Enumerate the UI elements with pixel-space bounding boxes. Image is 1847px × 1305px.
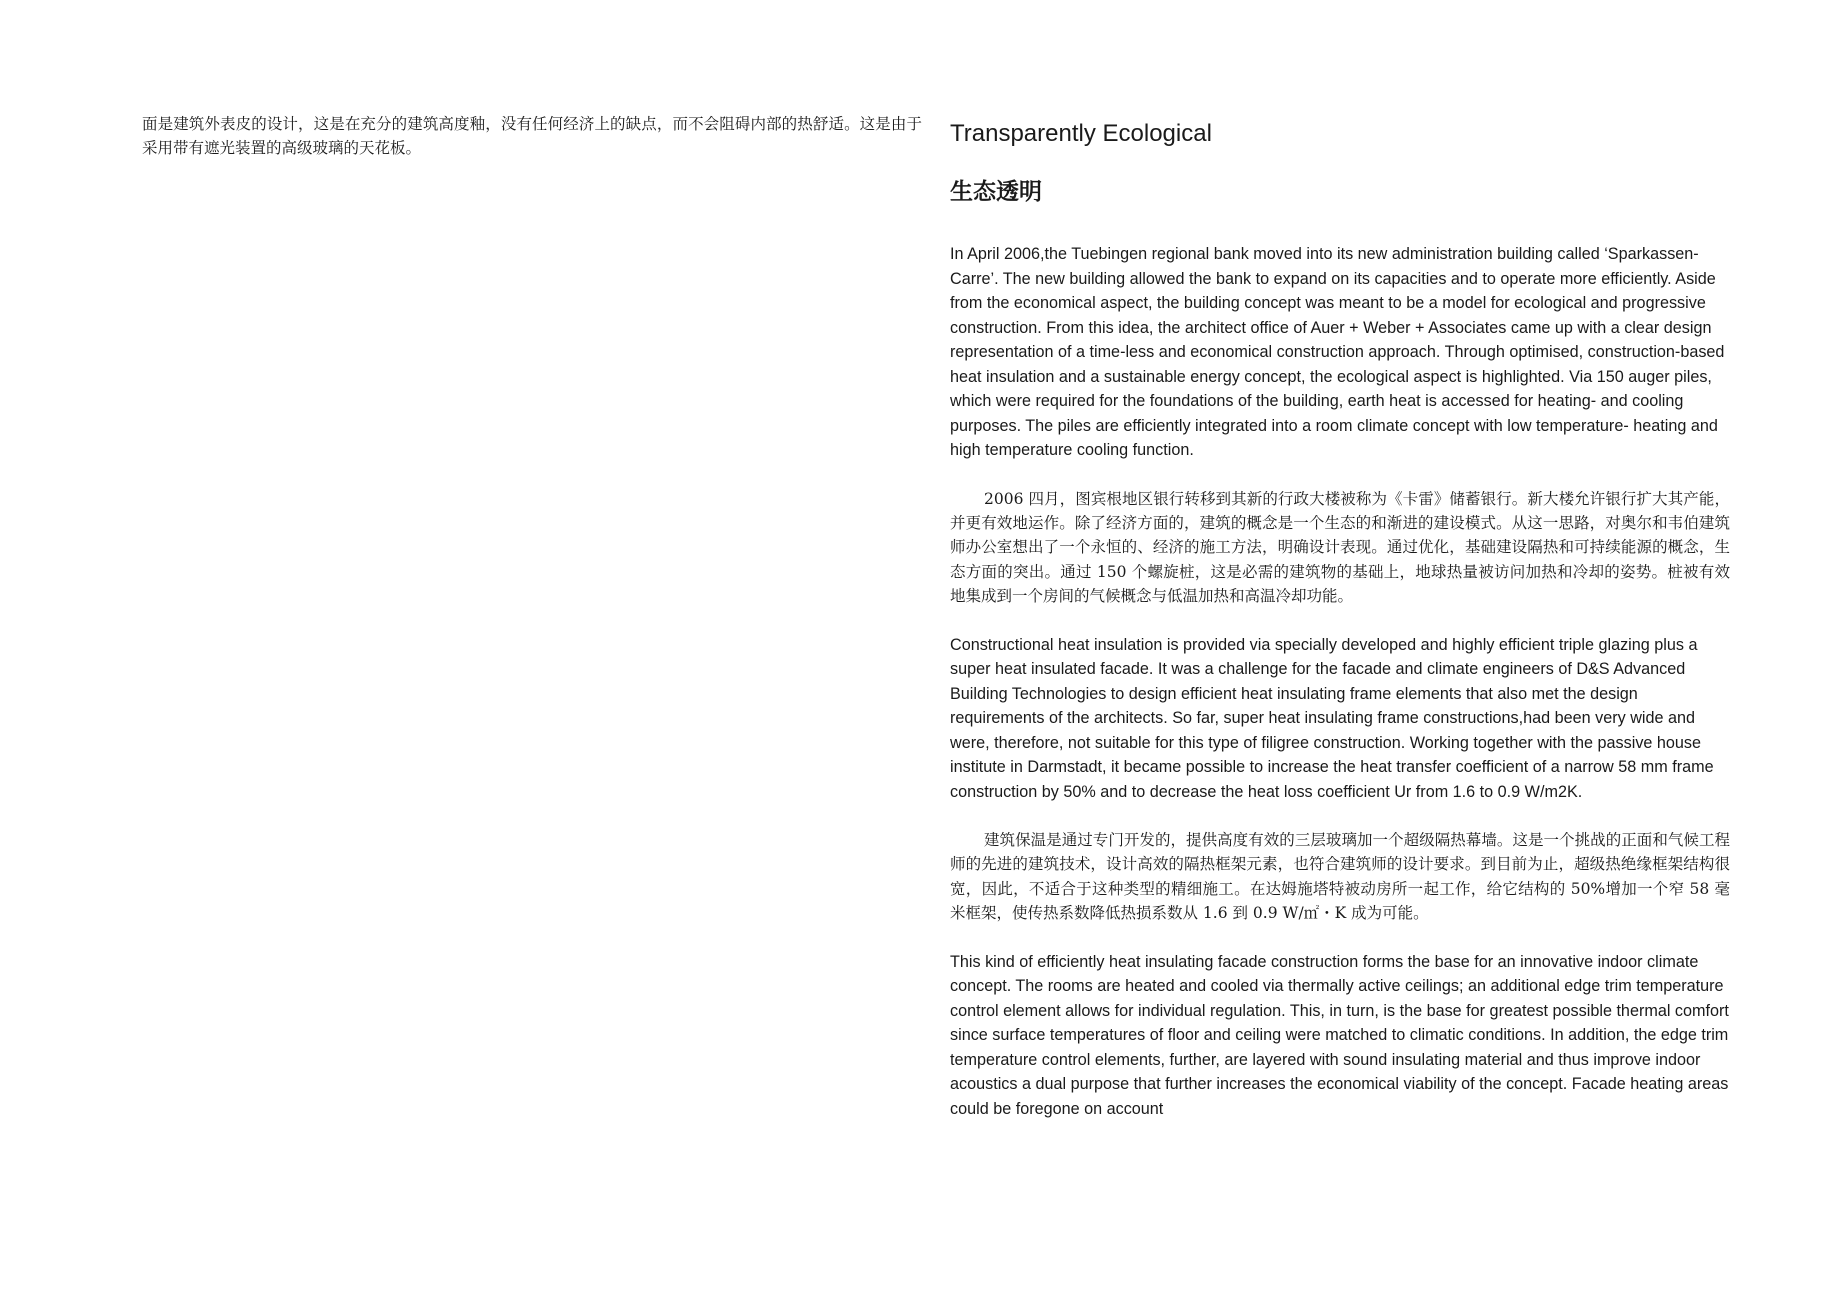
left-paragraph-zh: 面是建筑外表皮的设计，这是在充分的建筑高度釉，没有任何经济上的缺点，而不会阻碍内部的热舒适。这是由于采用带有遮光装置的高级玻璃的天花板。 — [142, 115, 922, 158]
paragraph-zh-2: 建筑保温是通过专门开发的，提供高度有效的三层玻璃加一个超级隔热幕墙。这是一个挑战的正面和气候工程师的先进的建筑技术，设计高效的隔热框架元素，也符合建筑师的设计要求。到目前为止，超级热绝缘框架结构很宽，因此，不适合于这种类型的精细施工。在达姆施塔特被动房所一起工作，给它结构的 50%增加一个窄 58 毫米框架，使传热系数降低热损系数从 1.6 到 0.9 W/㎡・K 成为可能。 — [950, 831, 1730, 923]
title-en: Transparently Ecological — [950, 120, 1212, 147]
right-column — [950, 118, 1730, 1121]
paragraph-en-1: In April 2006,the Tuebingen regional bank moved into its new administration building called ‘Sparkassen-Carre’. The new building allowed the bank to expand on its capacities and to operate more efficiently. Aside from the economical aspect, the building concept was meant to be a model for ecological and progressive construction. From this idea, the architect office of Auer + Weber + Associates came up with a clear design representation of a time-less and economical construction approach. Through optimised, construction-based heat insulation and a sustainable energy concept, the ecological aspect is highlighted. Via 150 auger piles, which were required for the foundations of the building, earth heat is accessed for heating- and cooling purposes. The piles are efficiently integrated into a room climate concept with low temperature- heating and high temperature cooling function. — [950, 245, 1725, 459]
left-column — [142, 112, 922, 161]
paragraph-gap — [950, 609, 1730, 633]
paragraph-gap — [950, 926, 1730, 950]
title-zh: 生态透明 — [950, 179, 1042, 205]
paragraph-zh-1: 2006 四月，图宾根地区银行转移到其新的行政大楼被称为《卡雷》储蓄银行。新大楼允许银行扩大其产能，并更有效地运作。除了经济方面的，建筑的概念是一个生态的和渐进的建设模式。从这一思路，对奥尔和韦伯建筑师办公室想出了一个永恒的、经济的施工方法，明确设计表现。通过优化，基础建设隔热和可持续能源的概念，生态方面的突出。通过 150 个螺旋桩，这是必需的建筑物的基础上，地球热量被访问加热和冷却的姿势。桩被有效地集成到一个房间的气候概念与低温加热和高温冷却功能。 — [950, 489, 1730, 606]
paragraph-gap — [950, 463, 1730, 487]
paragraph-gap — [950, 804, 1730, 828]
paragraph-en-3: This kind of efficiently heat insulating facade construction forms the base for an innovative indoor climate concept. The rooms are heated and cooled via thermally active ceilings; an additional edge trim temperature control element allows for individual regulation. This, in turn, is the base for greatest possible thermal comfort since surface temperatures of floor and ceiling were matched to climatic conditions. In addition, the edge trim temperature control elements, further, are layered with sound insulating material and thus improve indoor acoustics a dual purpose that further increases the economical viability of the concept. Facade heating areas could be foregone on account — [950, 952, 1729, 1118]
paragraph-en-2: Constructional heat insulation is provided via specially developed and highly efficient triple glazing plus a super heat insulated facade. It was a challenge for the facade and climate engineers of D&S Advanced Building Technologies to design efficient heat insulating frame elements that also met the design requirements of the architects. So far, super heat insulating frame constructions,had been very wide and were, therefore, not suitable for this type of filigree construction. Working together with the passive house institute in Darmstadt, it became possible to increase the heat transfer coefficient of a narrow 58 mm frame construction by 50% and to decrease the heat loss coefficient Ur from 1.6 to 0.9 W/m2K. — [950, 635, 1714, 801]
